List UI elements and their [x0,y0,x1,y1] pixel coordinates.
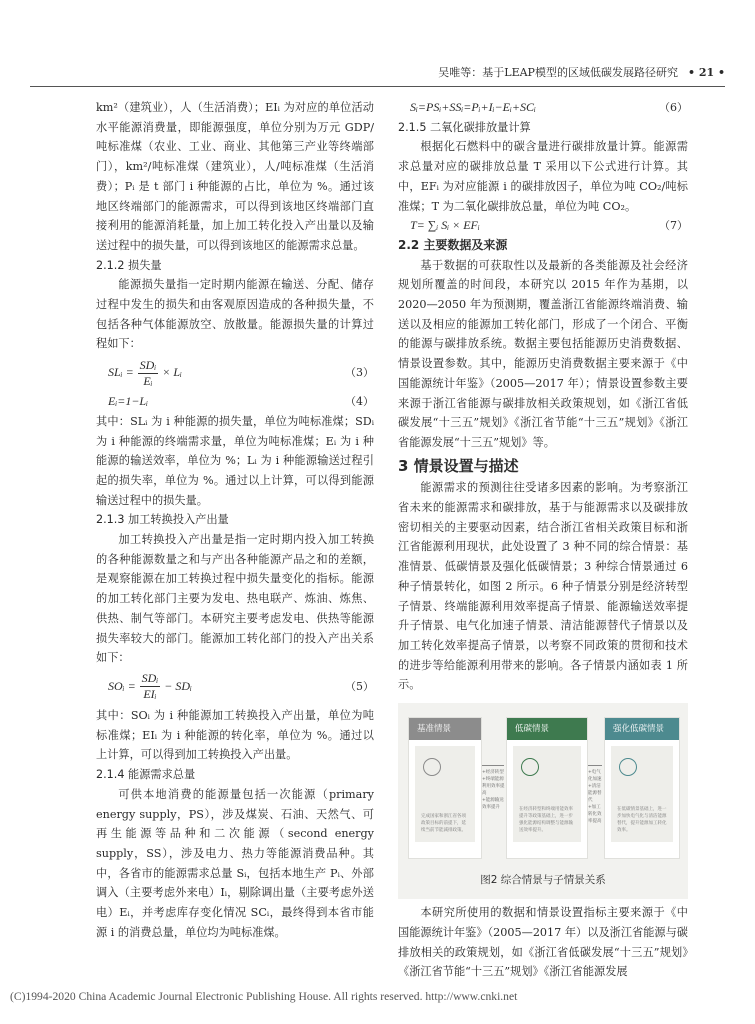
paragraph: 本研究所使用的数据和情景设置指标主要来源于《中国能源统计年鉴》（2005—2017 年）以及浙江省能源与碳排放相关的政策规划，如《浙江省低碳发展“十三五”规划》《浙江省节能“十三五”规划》《浙江省能源发展 [398,906,688,979]
panel-strong-title: 强化低碳情景 [605,718,679,740]
equation-5 [96,668,374,706]
eq4-number: （4） [345,395,374,409]
panel-strong-text: 在低碳情景基础上，进一步加快电气化与清洁能源替代，提升能源加工转化效率。 [617,807,667,834]
panel-low-carbon-scenario [506,717,588,859]
figure-caption: 图2 综合情景与子情景关系 [480,874,606,887]
panel-base-text: 完成国家和浙江省各项政策目标的前提下，延续当前节能减排政策。 [421,814,466,834]
panel-strong-low-carbon-scenario [604,717,680,859]
paragraph: km²（建筑业），人（生活消费）；EIᵢ 为对应的单位活动水平能源消费量，即能源强度，单位分别为万元 GDP/吨标准煤（农业、工业、商业、其他第三产业等终端部门），km²/吨标准煤（建筑业），人/吨标准煤（生活消费）；Pᵢ 是 t 部门 i 种能源的占比，单位为 %。通过该地区终端部门的能源需求，可以得到该地区终端部门直接利用的能源消耗量，加上加工转化投入产出量以及输送过程中的损失量，可以得到该地区的能源需求总量。 [96,101,374,252]
section-heading-2-1-3: 2.1.3 加工转换投入产出量 [96,513,229,527]
eq3-denominator: Eᵢ [143,373,153,388]
globe-icon [619,758,637,776]
eq6-number: （6） [659,101,688,114]
arrow-2 [588,765,602,766]
page-number: • 21 • [687,66,725,79]
paragraph: 其中：SLᵢ 为 i 种能源的损失量，单位为吨标准煤；SDᵢ 为 i 种能源的终端需求量，单位为吨标准煤；Eᵢ 为 i 种能源的输送效率，单位为 %；Lᵢ 为 i 种能源输送过程引起的损失率，单位为 %。通过以上计算，可以得到能源输送过程中的损失量。 [96,414,374,507]
eq5-denominator: EIᵢ [143,687,157,702]
eq3-lhs: SLᵢ = [108,365,134,380]
panel-base-scenario [408,717,482,859]
equation-7 [398,216,688,236]
paragraph: 能源需求的预测往往受诸多因素的影响。为考察浙江省未来的能源需求和碳排放，基于与能源需求以及碳排放密切相关的主要驱动因素，结合浙江省相关政策目标和浙江省能源利用现状，此处设置了 3 种不同的综合情景：基准情景、低碳情景及强化低碳情景；3 种综合情景通过 6 种子情景转化，如图 2 所示。6 种子情景分别是经济转型子情景、终端能源利用效率提高子情景、能源输送效率提升子情景、电气化加速子情景、清洁能源替代子情景以及加工转化效率提高子情景，以考察不同政策的贯彻和技术的进步等给能源利用带来的影响。各子情景内涵如表 1 所示。 [398,481,688,692]
arrow-1-labels: +经济转型 +终端能源利用效率提高 +能源输送效率提升 [482,770,505,811]
section-heading-2-2: 2.2 主要数据及来源 [398,237,508,252]
eq4-expr: Eᵢ=1−Lᵢ [108,394,148,409]
arrow-2-labels: +电气化加速 +清洁能源替代 +加工转化效率提高 [588,770,602,825]
paragraph: 其中：SOᵢ 为 i 种能源加工转换投入产出量，单位为吨标准煤；EIᵢ 为 i 种能源的转化率，单位为 %。通过以上计算，可以得到加工转换投入产出量。 [96,708,374,762]
section-heading-3: 3 情景设置与描述 [398,456,519,475]
eq7-number: （7） [659,219,688,233]
right-column [398,98,688,982]
paragraph: 加工转换投入产出量是指一定时期内投入加工转换的各种能源数量之和与产出各种能源产品之和的差额，是观察能源在加工转换过程中损失量变化的指标。能源的加工转化部门主要为发电、热电联产、炼油、炼焦、供热、制气等部门。本研究主要考虑发电、供热等能源损失率较大的部门。能源加工转化部门的投入产出关系如下： [96,533,374,665]
eq5-numerator: SDᵢ [141,671,159,686]
running-header [30,62,725,87]
running-title: 吴唯等：基于LEAP模型的区域低碳发展路径研究 [438,66,678,79]
eq3-numerator: SDᵢ [139,357,157,372]
section-heading-2-1-4: 2.1.4 能源需求总量 [96,768,196,782]
section-heading-2-1-5: 2.1.5 二氧化碳排放量计算 [398,120,531,134]
paragraph: 可供本地消费的能源量包括一次能源（primary energy supply，PS），涉及煤炭、石油、天然气、可再生能源等品种和二次能源（second energy supply，SS），涉及电力、热力等能源消费品种。其中，各省市的能源需求总量 Sᵢ，包括本地生产 Pᵢ、外部调入（主要考虑外来电）Iᵢ，剔除调出量（主要考虑外送电）Eᵢ，并考虑库存变化情况 SCᵢ，最终得到本省市能源 i 的消费总量，单位均为吨标准煤。 [96,787,374,939]
equation-6 [398,98,688,118]
paragraph: 能源损失量指一定时期内能源在输送、分配、储存过程中发生的损失和由客观原因造成的各种损失量，不包括各种气体能源放空、放散量。能源损失量的计算过程如下： [96,278,374,351]
equation-3 [96,354,374,392]
eq5-lhs: SOᵢ = [108,679,136,694]
panel-low-text: 在经济转型和终端用能效率提升等政策基础上，进一步强化能源结构调整与能源输送效率提升。 [519,807,573,834]
panel-base-title: 基准情景 [409,718,481,740]
panel-low-title: 低碳情景 [507,718,587,740]
scenario-diagram [408,717,678,857]
copyright-footer: (C)1994-2020 China Academic Journal Electronic Publishing House. All rights reserved. http://www.cnki.net [10,990,518,1003]
building-icon [423,758,441,776]
paragraph: 基于数据的可获取性以及最新的各类能源及社会经济规划所覆盖的时间段，本研究以 2015 年作为基期，以 2020—2050 年为预测期，覆盖浙江省能源终端消费、输送以及相应的能源加工转化部门，形成了一个闭合、平衡的能源与碳排放系统。数据主要包括能源历史消费数据、情景设置参数。其中，能源历史消费数据主要来源于《中国能源统计年鉴》（2005—2017 年）；情景设置参数主要来源于浙江省能源与碳排放相关政策规划，如《浙江省低碳发展“十三五”规划》《浙江省节能“十三五”规划》《浙江省能源发展“十三五”规划》等。 [398,258,688,449]
paragraph: 根据化石燃料中的碳含量进行碳排放量计算。能源需求总量对应的碳排放总量 T 采用以下公式进行计算。其中，EFᵢ 为对应能源 i 的碳排放因子，单位为吨 CO₂/吨标准煤；T 为二氧化碳排放总量，单位为吨 CO₂。 [398,140,688,213]
section-heading-2-1-2: 2.1.2 损失量 [96,258,162,272]
eq3-number: （3） [345,366,374,380]
equation-4 [96,392,374,412]
figure-2 [398,703,688,899]
eq6-expr: Sᵢ=PSᵢ+SSᵢ=Pᵢ+Iᵢ−Eᵢ+SCᵢ [410,100,536,114]
eq7-expr: T= ∑ᵢ Sᵢ × EFᵢ [410,218,480,233]
left-column [96,98,374,942]
arrow-1 [482,765,504,766]
eq5-rhs: − SDᵢ [164,679,192,694]
eq5-number: （5） [345,680,374,694]
leaf-icon [521,758,539,776]
eq3-rhs: × Lᵢ [162,365,182,380]
